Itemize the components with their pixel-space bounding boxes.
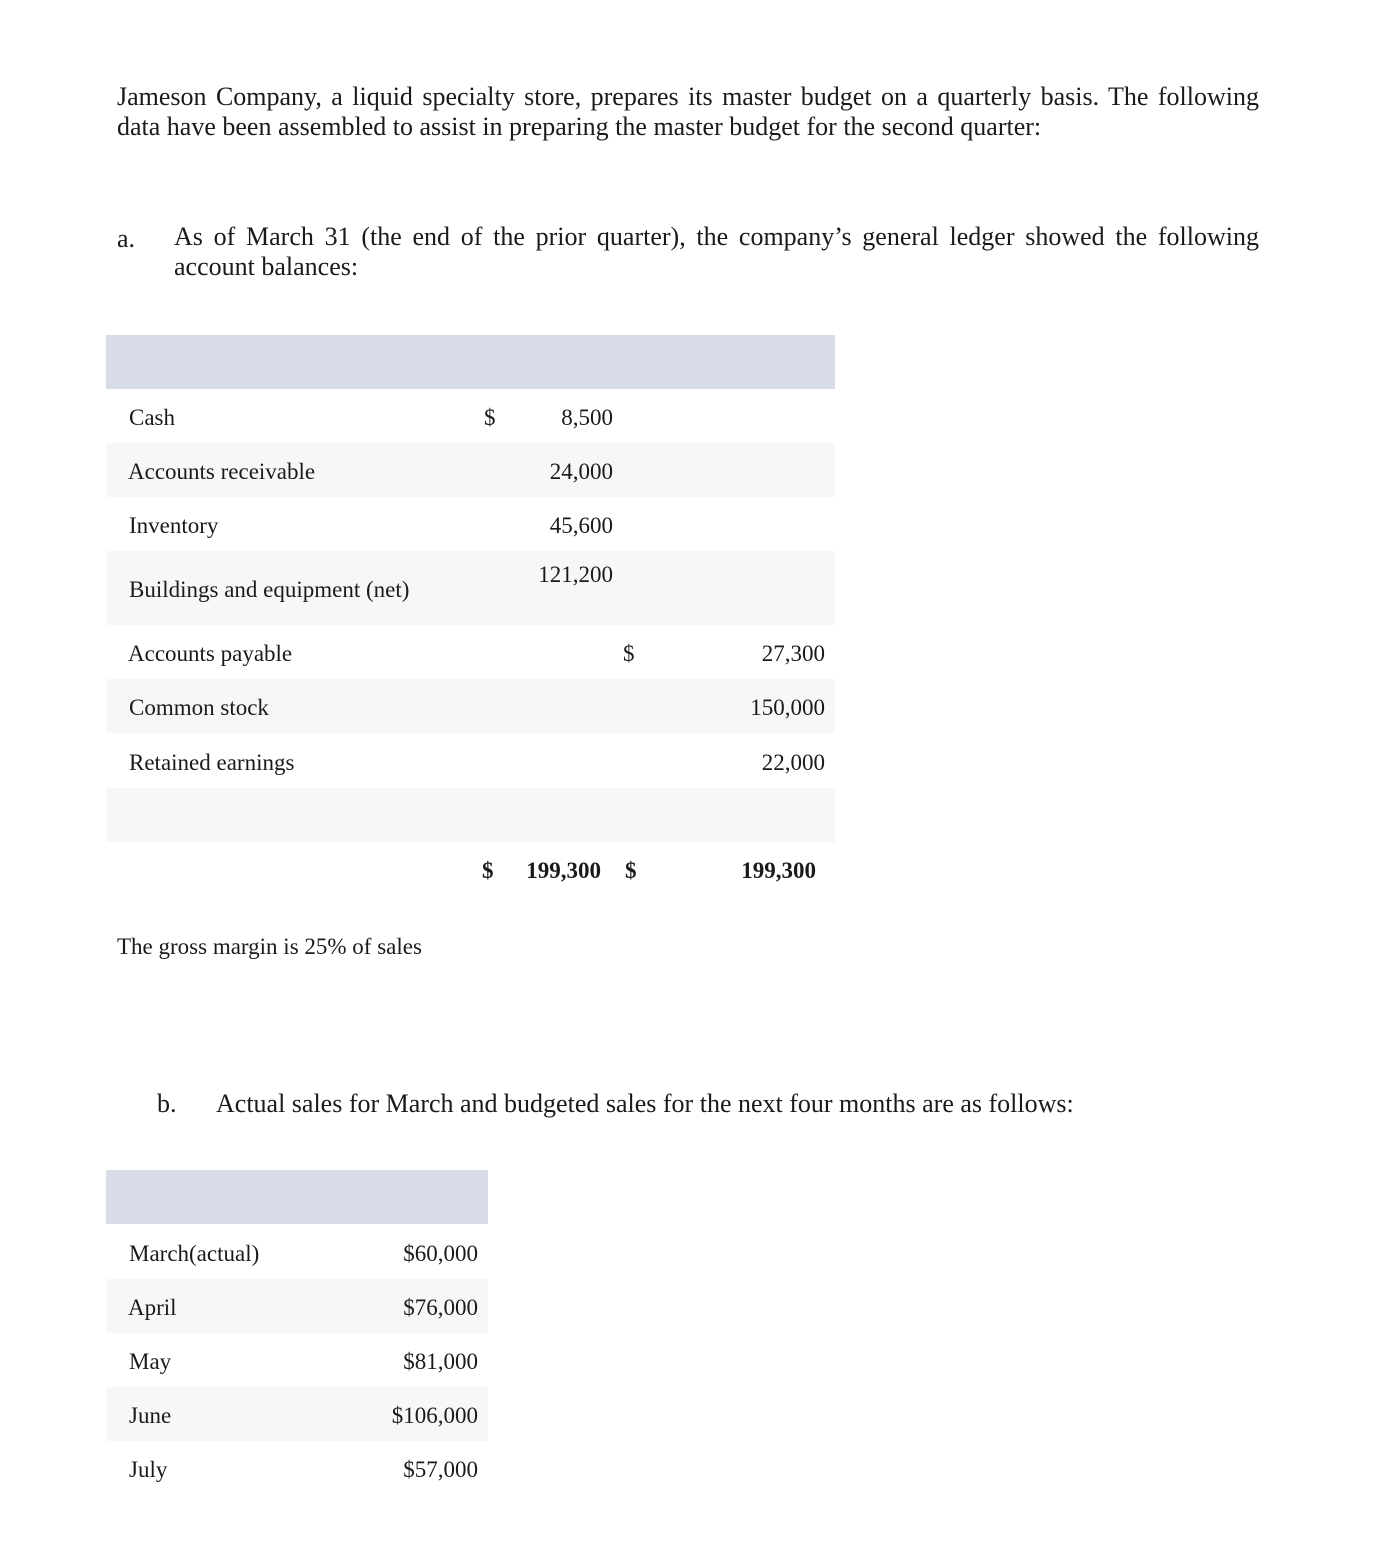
debit-value: 45,600 [549,513,613,538]
item-a-marker: a. [117,224,136,253]
row-label: Accounts payable [128,641,293,666]
sales-amount: $81,000 [403,1349,478,1374]
row-label: Cash [129,405,175,430]
credit-value: 22,000 [761,750,825,775]
total-credit-sign: $ [625,858,637,883]
credit-sign: $ [623,641,635,666]
intro-paragraph: Jameson Company, a liquid specialty store, prepares its master budget on a quarterly basis. The following data have been assembled to assist in preparing the master budget for the second quarter: [117,82,1259,141]
sales-amount: $60,000 [403,1241,478,1266]
sales-amount: $76,000 [403,1295,478,1320]
balances-header-band [106,335,835,389]
debit-value: 8,500 [561,405,613,430]
row-label: Inventory [129,513,219,538]
row-label: Accounts receivable [128,459,316,484]
credit-value: 150,000 [750,695,825,720]
item-a-text: As of March 31 (the end of the prior quarter), the company’s general ledger showed the following account balances: [174,222,1259,281]
total-debit: 199,300 [526,858,601,883]
sales-month: July [129,1457,168,1482]
debit-value: 24,000 [549,459,613,484]
sales-month: April [128,1295,177,1320]
row-band [106,788,835,842]
row-label: Common stock [129,695,269,720]
gross-margin-note: The gross margin is 25% of sales [117,934,422,959]
item-b-text: Actual sales for March and budgeted sales for the next four months are as follows: [216,1089,1074,1118]
row-label: Retained earnings [129,750,295,775]
item-b-marker: b. [157,1089,177,1118]
debit-value: 121,200 [538,562,613,587]
debit-sign: $ [484,405,496,430]
sales-month: June [129,1403,172,1428]
credit-value: 27,300 [761,641,825,666]
sales-month: March(actual) [129,1241,260,1266]
row-label: Buildings and equipment (net) [129,577,410,602]
total-debit-sign: $ [482,858,494,883]
sales-header-band [106,1170,488,1224]
sales-amount: $106,000 [391,1403,478,1428]
sales-month: May [129,1349,172,1374]
total-credit: 199,300 [741,858,816,883]
sales-amount: $57,000 [403,1457,478,1482]
